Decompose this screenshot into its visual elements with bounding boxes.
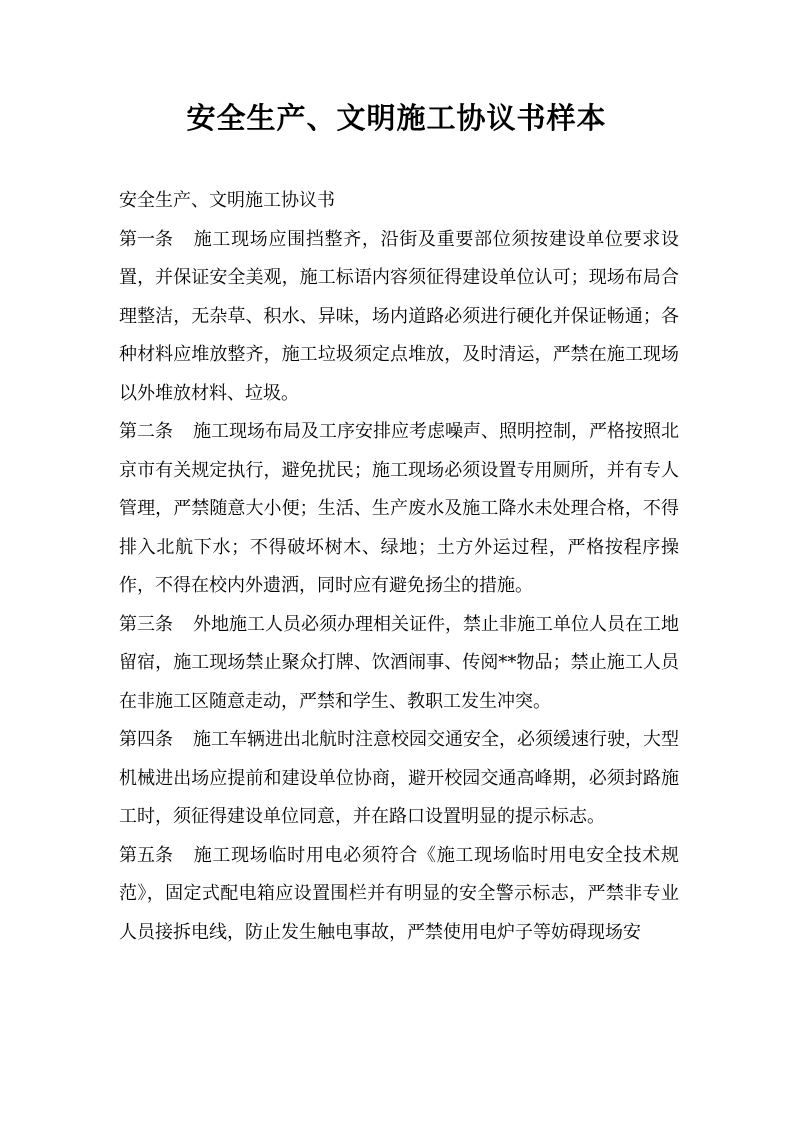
article-text: 施工现场临时用电必须符合《施工现场临时用电安全技术规范》，固定式配电箱应设置围栏并有明显的安全警示标志，严禁非专业人员接拆电线，防止发生触电事故，严禁使用电炉子等妨碍现场安 — [119, 844, 679, 943]
document-body — [119, 182, 679, 952]
article-label: 第三条 — [119, 613, 173, 635]
article-1 — [119, 221, 679, 414]
article-label: 第二条 — [119, 421, 173, 442]
article-2 — [119, 413, 679, 606]
article-3 — [119, 606, 679, 722]
document-subtitle: 安全生产、文明施工协议书 — [119, 190, 335, 211]
article-text: 外地施工人员必须办理相关证件，禁止非施工单位人员在工地留宿，施工现场禁止聚众打牌、饮酒闹事、传阅**物品；禁止施工人员在非施工区随意走动，严禁和学生、教职工发生冲突。 — [119, 613, 679, 712]
article-label: 第四条 — [119, 729, 173, 750]
article-text: 施工现场布局及工序安排应考虑噪声、照明控制，严格按照北京市有关规定执行，避免扰民；施工现场必须设置专用厕所，并有专人管理，严禁随意大小便；生活、生产废水及施工降水未处理合格，不得排入北航下水；不得破坏树木、绿地；土方外运过程，严格按程序操作，不得在校内外遗洒，同时应有避免扬尘的措施。 — [119, 421, 679, 596]
article-label: 第五条 — [119, 844, 173, 866]
document-title: 安全生产、文明施工协议书样本 — [186, 101, 607, 135]
article-text: 施工车辆进出北航时注意校园交通安全，必须缓速行驶，大型机械进出场应提前和建设单位协商，避开校园交通高峰期，必须封路施工时，须征得建设单位同意，并在路口设置明显的提示标志。 — [119, 729, 679, 827]
article-text: 施工现场应围挡整齐，沿街及重要部位须按建设单位要求设置，并保证安全美观，施工标语内容须征得建设单位认可；现场布局合理整洁，无杂草、积水、异味，场内道路必须进行硬化并保证畅通；各种材料应堆放整齐，施工垃圾须定点堆放，及时清运，严禁在施工现场以外堆放材料、垃圾。 — [119, 228, 679, 404]
article-5 — [119, 837, 679, 953]
article-label: 第一条 — [119, 228, 173, 250]
article-4 — [119, 721, 679, 837]
